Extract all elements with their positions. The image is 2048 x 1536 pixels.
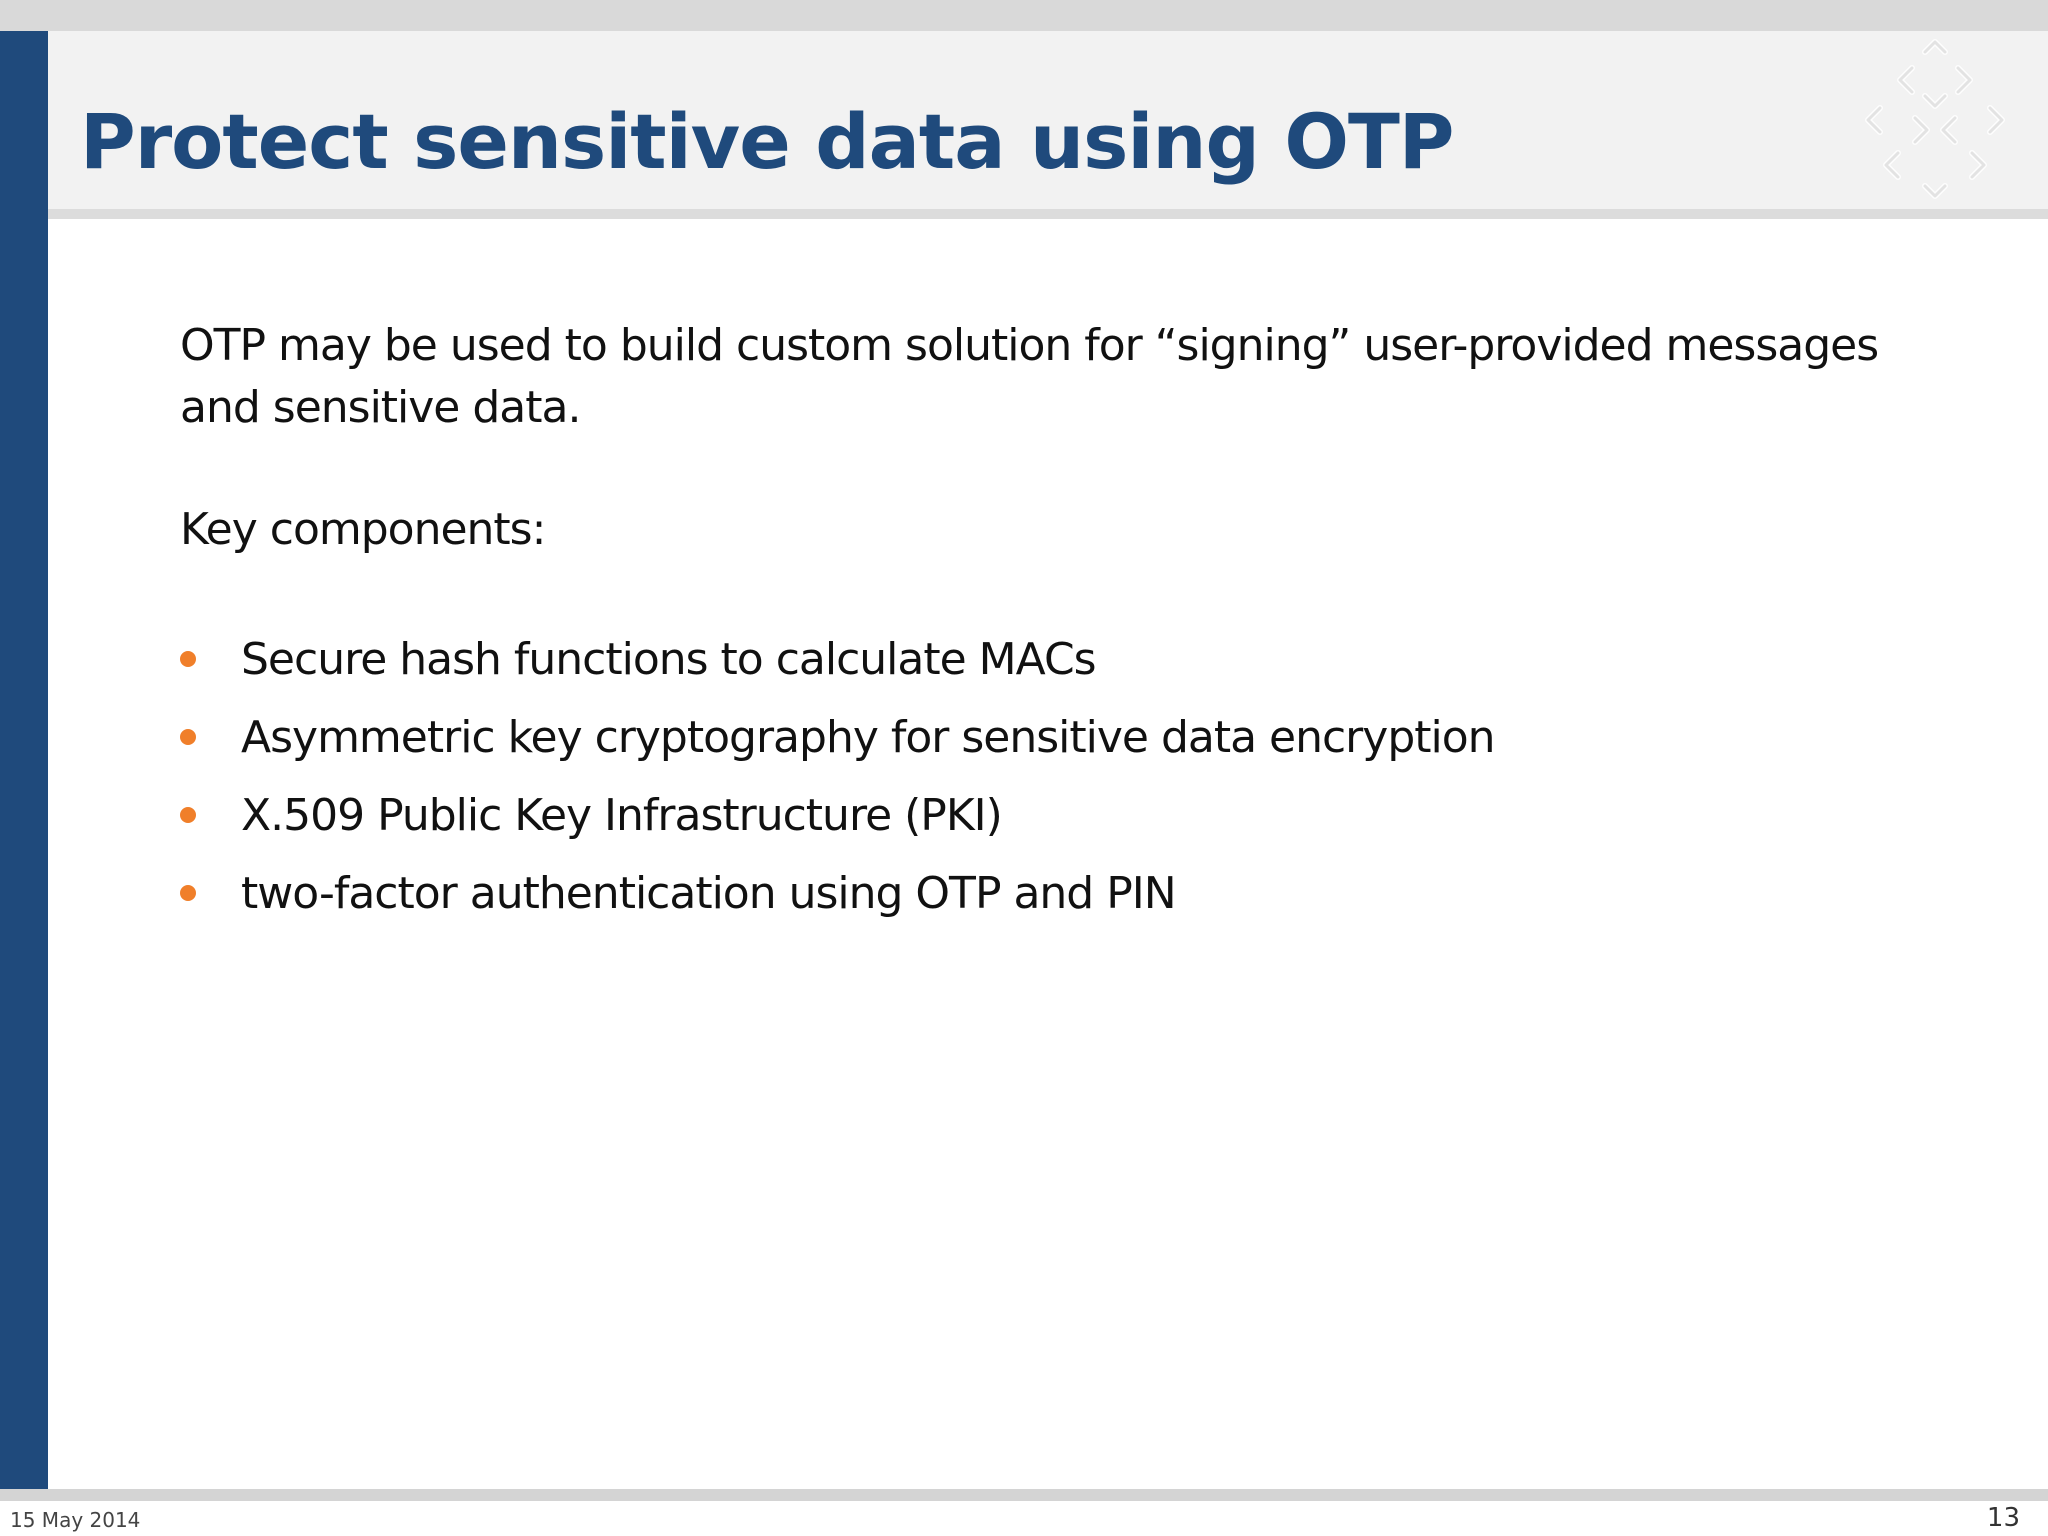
bullet-list [180,621,1900,933]
bullet-item [180,621,1900,699]
bullet-item [180,699,1900,777]
slide-number: 13 [1986,1503,2020,1533]
slide-content [180,315,1900,933]
bullet-dot-icon [180,807,196,823]
footer-date: 15 May 2014 [10,1508,141,1532]
bullet-text: Secure hash functions to calculate MACs [241,634,1096,685]
top-strip [0,0,2048,31]
intro-paragraph: OTP may be used to build custom solution for “signing” user-provided messages and sensitive data. [180,320,1879,433]
bullet-item [180,855,1900,933]
left-accent-bar [0,31,48,1489]
bullet-dot-icon [180,651,196,667]
bullet-dot-icon [180,729,196,745]
diamond-chevron-logo-icon [1860,38,2010,203]
key-components-heading: Key components: [180,504,546,555]
page-title: Protect sensitive data using OTP [80,97,1454,186]
bullet-text: X.509 Public Key Infrastructure (PKI) [241,790,1002,841]
bullet-text: two-factor authentication using OTP and PIN [241,868,1176,919]
title-underline [48,209,2048,219]
bullet-dot-icon [180,885,196,901]
bullet-item [180,777,1900,855]
footer-strip [0,1489,2048,1501]
bullet-text: Asymmetric key cryptography for sensitive data encryption [241,712,1495,763]
